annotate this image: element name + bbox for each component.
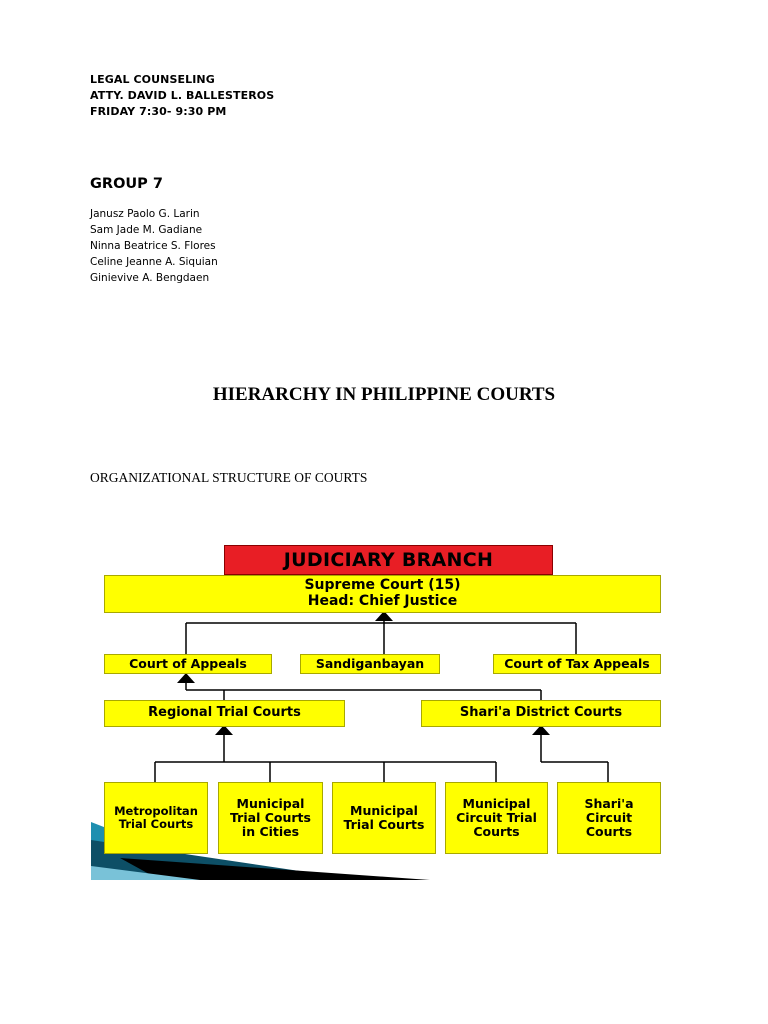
sharia-district-courts-box: Shari'a District Courts [421,700,661,727]
sharia-circuit-courts-box: Shari'a Circuit Courts [557,782,661,854]
court-of-appeals-box: Court of Appeals [104,654,272,674]
arrow-up-icon [177,673,195,683]
document-subtitle: ORGANIZATIONAL STRUCTURE OF COURTS [90,470,368,485]
document-title: HIERARCHY IN PHILIPPINE COURTS [212,384,556,405]
group-member: Janusz Paolo G. Larin [90,208,200,220]
class-schedule: FRIDAY 7:30- 9:30 PM [90,105,227,118]
metropolitan-trial-courts-box: Metropolitan Trial Courts [104,782,208,854]
group-member: Ginievive A. Bengdaen [90,272,210,284]
regional-trial-courts-box: Regional Trial Courts [104,700,345,727]
sandiganbayan-box: Sandiganbayan [300,654,440,674]
group-member: Celine Jeanne A. Siquian [90,256,218,268]
group-member: Ninna Beatrice S. Flores [90,240,216,252]
group-member: Sam Jade M. Gadiane [90,224,203,236]
group-title: GROUP 7 [90,176,163,192]
judiciary-branch-banner: JUDICIARY BRANCH [224,545,553,575]
instructor-name: ATTY. DAVID L. BALLESTEROS [90,89,275,102]
course-name: LEGAL COUNSELING [90,73,215,86]
municipal-trial-courts-box: Municipal Trial Courts [332,782,436,854]
court-of-tax-appeals-box: Court of Tax Appeals [493,654,661,674]
supreme-court-box: Supreme Court (15) Head: Chief Justice [104,575,661,613]
municipal-circuit-trial-courts-box: Municipal Circuit Trial Courts [445,782,548,854]
municipal-trial-courts-cities-box: Municipal Trial Courts in Cities [218,782,323,854]
